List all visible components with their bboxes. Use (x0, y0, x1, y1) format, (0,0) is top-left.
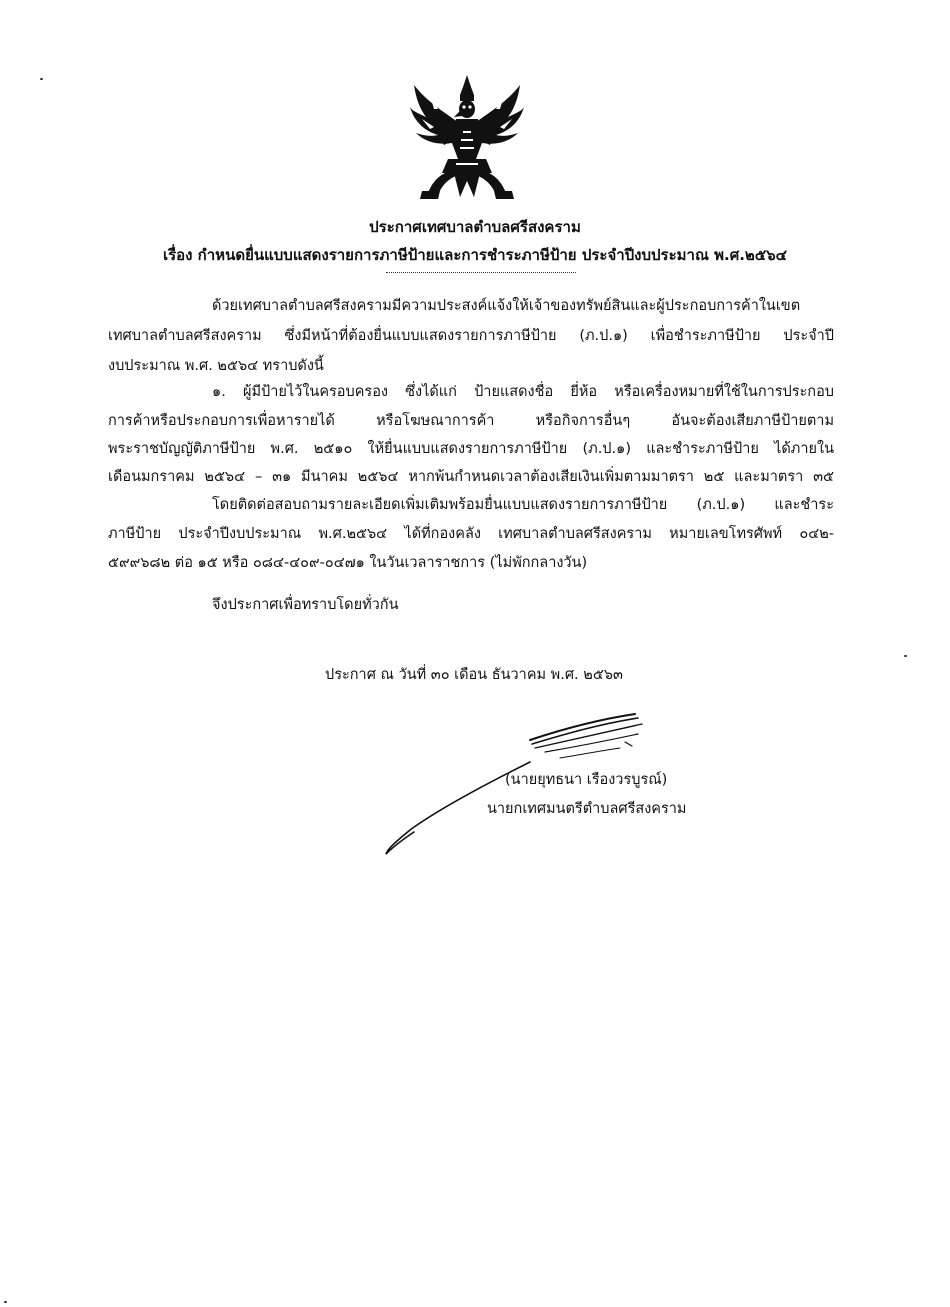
announcement-date: ประกาศ ณ วันที่ ๓๐ เดือน ธันวาคม พ.ศ. ๒๕๖๓ (325, 667, 623, 683)
closing-statement: จึงประกาศเพื่อทราบโดยทั่วกัน (212, 597, 399, 613)
scan-speck (40, 78, 43, 80)
document-subject: เรื่อง กำหนดยื่นแบบแสดงรายการภาษีป้ายและการชำระภาษีป้าย ประจำปีงบประมาณ พ.ศ.๒๕๖๔ (162, 246, 788, 264)
para1-line-3: งบประมาณ พ.ศ. ๒๕๖๔ ทราบดังนี้ (108, 358, 324, 374)
para2-line-1: ๑. ผู้มีป้ายไว้ในครอบครอง ซึ่งได้แก่ ป้ายแสดงชื่อ ยี่ห้อ หรือเครื่องหมายที่ใช้ในการประกอบ (212, 384, 834, 400)
para2-line-2: การค้าหรือประกอบการเพื่อหารายได้ หรือโฆษณาการค้า หรือกิจการอื่นๆ อันจะต้องเสียภาษีป้ายตาม (108, 413, 834, 429)
scan-speck (904, 655, 907, 657)
para3-line-1: โดยติดต่อสอบถามรายละเอียดเพิ่มเติมพร้อมยื่นแบบแสดงรายการภาษีป้าย (ภ.ป.๑) และชำระ (212, 497, 834, 513)
para1-line-1: ด้วยเทศบาลตำบลศรีสงครามมีความประสงค์แจ้งให้เจ้าของทรัพย์สินและผู้ประกอบการค้าในเขต (212, 298, 801, 314)
para2-line-3: พระราชบัญญัติภาษีป้าย พ.ศ. ๒๕๑๐ ให้ยื่นแบบแสดงรายการภาษีป้าย (ภ.ป.๑) และชำระภาษีป้าย ได้ภายใน (108, 441, 834, 457)
title-separator (386, 272, 576, 273)
document-title: ประกาศเทศบาลตำบลศรีสงคราม (369, 218, 581, 236)
para1-line-2: เทศบาลตำบลศรีสงคราม ซึ่งมีหน้าที่ต้องยื่นแบบแสดงรายการภาษีป้าย (ภ.ป.๑) เพื่อชำระภาษีป้าย ประจำปี (108, 328, 834, 344)
signer-name: (นายยุทธนา เรืองวรบูรณ์) (505, 772, 668, 788)
para3-line-3: ๕๙๙๖๘๒ ต่อ ๑๕ หรือ ๐๘๔-๔๐๙-๐๔๗๑ ในวันเวลาราชการ (ไม่พักกลางวัน) (108, 555, 588, 571)
para3-line-2: ภาษีป้าย ประจำปีงบประมาณ พ.ศ.๒๕๖๔ ได้ที่กองคลัง เทศบาลตำบลศรีสงคราม หมายเลขโทรศัพท์ ๐๔๒- (108, 526, 834, 542)
signer-position: นายกเทศมนตรีตำบลศรีสงคราม (487, 801, 687, 817)
para2-line-4: เดือนมกราคม ๒๕๖๔ – ๓๑ มีนาคม ๒๕๖๔ หากพ้นกำหนดเวลาต้องเสียเงินเพิ่มตามมาตรา ๒๕ และมาตรา ๓๕ (108, 469, 834, 485)
garuda-emblem-icon (408, 73, 526, 201)
scan-speck (4, 1301, 7, 1303)
